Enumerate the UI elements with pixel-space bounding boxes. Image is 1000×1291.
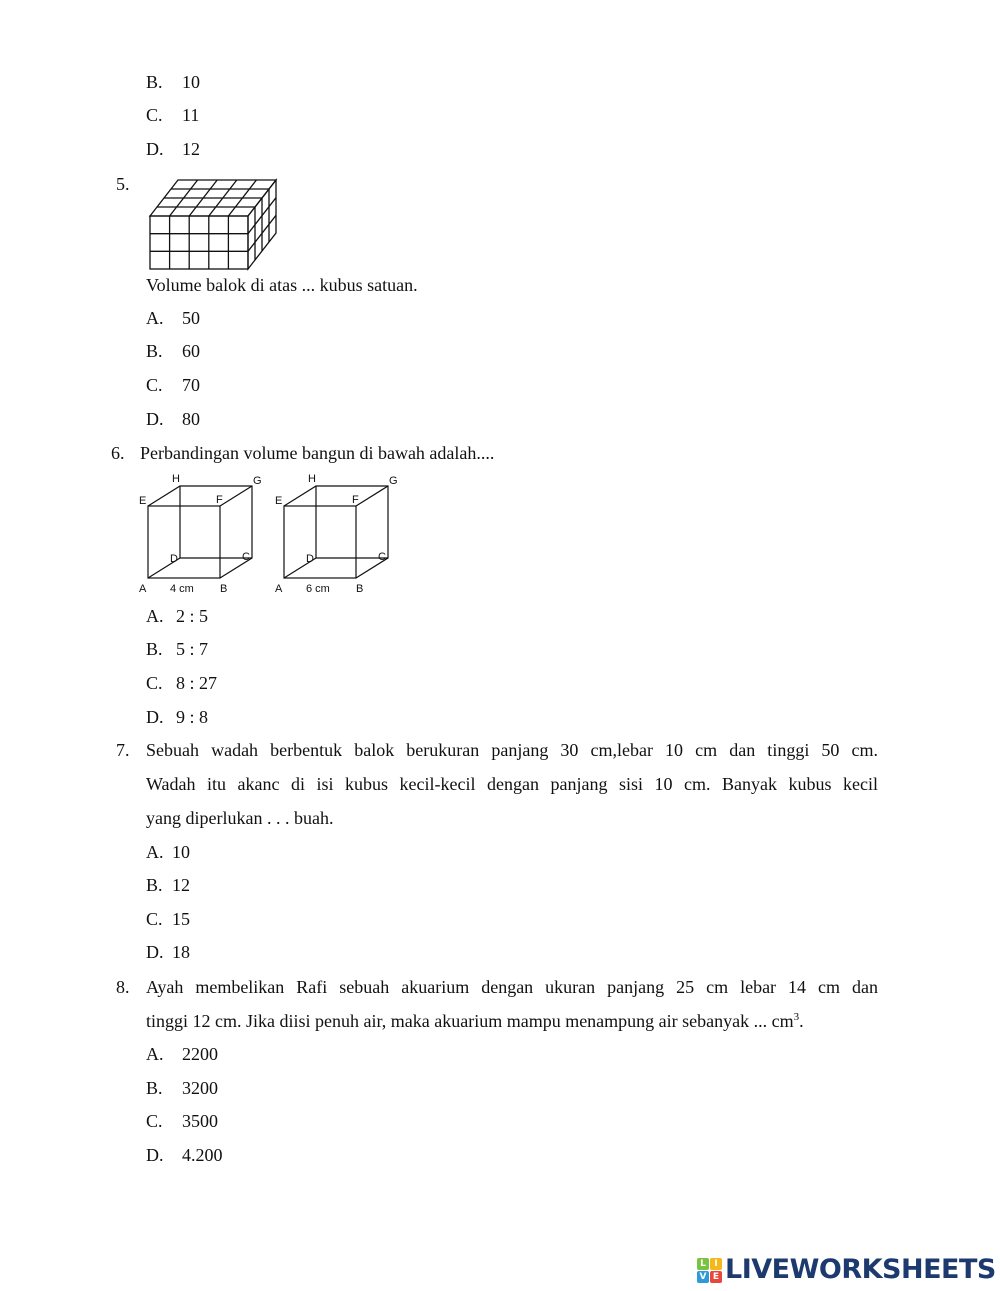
question-5-text: Volume balok di atas ... kubus satuan. [146, 275, 418, 295]
option-letter: A. [146, 606, 164, 626]
question-8-line-2-text: tinggi 12 cm. Jika diisi penuh air, maka akuarium mampu menampung air sebanyak ... cm [146, 1011, 794, 1031]
option-text: 3500 [182, 1111, 218, 1131]
vertex-label-e: E [275, 495, 283, 507]
cube-figure-4cm [136, 470, 266, 598]
logo-wordmark: LIVEWORKSHEETS [725, 1254, 996, 1285]
option-text: 15 [172, 909, 190, 929]
q7-option-b[interactable] [146, 875, 190, 895]
question-8-line-2 [146, 1011, 804, 1031]
option-text: 10 [182, 72, 200, 92]
option-letter: D. [146, 707, 164, 727]
option-letter: C. [146, 105, 163, 125]
option-letter: B. [146, 341, 163, 361]
option-letter: D. [146, 139, 164, 159]
vertex-label-b: B [220, 583, 228, 595]
vertex-label-d: D [170, 553, 178, 565]
option-text: 9 : 8 [176, 707, 209, 727]
question-number-6: 6. [111, 443, 125, 463]
logo-tile-i: I [710, 1258, 722, 1270]
option-text: 3200 [182, 1078, 218, 1098]
q5-option-a[interactable] [146, 308, 200, 328]
logo-tile-v: V [697, 1271, 709, 1283]
cuboid-unit-cubes-figure [146, 176, 280, 272]
option-letter: A. [146, 842, 164, 862]
q5-option-d[interactable] [146, 409, 200, 429]
question-8-line-1: Ayah membelikan Rafi sebuah akuarium dengan ukuran panjang 25 cm lebar 14 cm dan [146, 977, 878, 997]
q8-option-c[interactable] [146, 1111, 218, 1131]
option-text: 4.200 [182, 1145, 223, 1165]
q7-option-c[interactable] [146, 909, 190, 929]
vertex-label-c: C [242, 551, 250, 563]
option-letter: B. [146, 875, 163, 895]
option-text: 12 [172, 875, 190, 895]
logo-tiles-icon [697, 1258, 722, 1283]
question-7-line-2: Wadah itu akanc di isi kubus kecil-kecil dengan panjang sisi 10 cm. Banyak kubus kecil [146, 774, 878, 794]
option-letter: A. [146, 308, 164, 328]
option-letter: C. [146, 375, 163, 395]
option-letter: C. [146, 1111, 163, 1131]
option-text: 2200 [182, 1044, 218, 1064]
q6-option-b[interactable] [146, 639, 208, 659]
liveworksheets-logo[interactable] [697, 1256, 996, 1284]
vertex-label-g: G [253, 475, 262, 487]
option-letter: B. [146, 72, 163, 92]
q5-option-b[interactable] [146, 341, 200, 361]
option-text: 11 [182, 105, 200, 125]
q8-option-d[interactable] [146, 1145, 223, 1165]
option-letter: D. [146, 409, 164, 429]
edge-length-label: 4 cm [170, 583, 194, 595]
option-letter: C. [146, 909, 163, 929]
vertex-label-h: H [308, 473, 316, 485]
question-number-5: 5. [116, 174, 130, 194]
option-text: 5 : 7 [176, 639, 209, 659]
option-text: 2 : 5 [176, 606, 209, 626]
option-text: 18 [172, 942, 190, 962]
vertex-label-a: A [275, 583, 283, 595]
q6-option-d[interactable] [146, 707, 208, 727]
cube-figure-6cm [272, 470, 402, 598]
q8-option-a[interactable] [146, 1044, 218, 1064]
option-text: 12 [182, 139, 200, 159]
option-text: 50 [182, 308, 200, 328]
q6-option-a[interactable] [146, 606, 208, 626]
vertex-label-f: F [352, 494, 359, 506]
option-text: 8 : 27 [176, 673, 218, 693]
edge-length-label: 6 cm [306, 583, 330, 595]
vertex-label-b: B [356, 583, 364, 595]
option-text: 70 [182, 375, 200, 395]
q6-option-c[interactable] [146, 673, 217, 693]
vertex-label-f: F [216, 494, 223, 506]
period: . [799, 1011, 804, 1031]
option-text: 60 [182, 341, 200, 361]
q4-option-b[interactable] [146, 72, 200, 92]
q8-option-b[interactable] [146, 1078, 218, 1098]
logo-tile-e: E [710, 1271, 722, 1283]
option-text: 80 [182, 409, 200, 429]
option-letter: D. [146, 1145, 164, 1165]
q7-option-d[interactable] [146, 942, 190, 962]
option-letter: B. [146, 639, 163, 659]
option-letter: D. [146, 942, 164, 962]
vertex-label-e: E [139, 495, 147, 507]
vertex-label-a: A [139, 583, 147, 595]
option-text: 10 [172, 842, 190, 862]
q5-option-c[interactable] [146, 375, 200, 395]
vertex-label-d: D [306, 553, 314, 565]
question-6-text: Perbandingan volume bangun di bawah adalah.... [140, 443, 495, 463]
q4-option-d[interactable] [146, 139, 200, 159]
option-letter: C. [146, 673, 163, 693]
question-7-line-1: Sebuah wadah berbentuk balok berukuran panjang 30 cm,lebar 10 cm dan tinggi 50 cm. [146, 740, 878, 760]
vertex-label-g: G [389, 475, 398, 487]
vertex-label-c: C [378, 551, 386, 563]
question-7-line-3: yang diperlukan . . . buah. [146, 808, 334, 828]
question-number-7: 7. [116, 740, 130, 760]
vertex-label-h: H [172, 473, 180, 485]
option-letter: A. [146, 1044, 164, 1064]
logo-tile-l: L [697, 1258, 709, 1270]
superscript-3: 3 [793, 1011, 800, 1023]
q4-option-c[interactable] [146, 105, 199, 125]
q7-option-a[interactable] [146, 842, 190, 862]
question-number-8: 8. [116, 977, 130, 997]
option-letter: B. [146, 1078, 163, 1098]
